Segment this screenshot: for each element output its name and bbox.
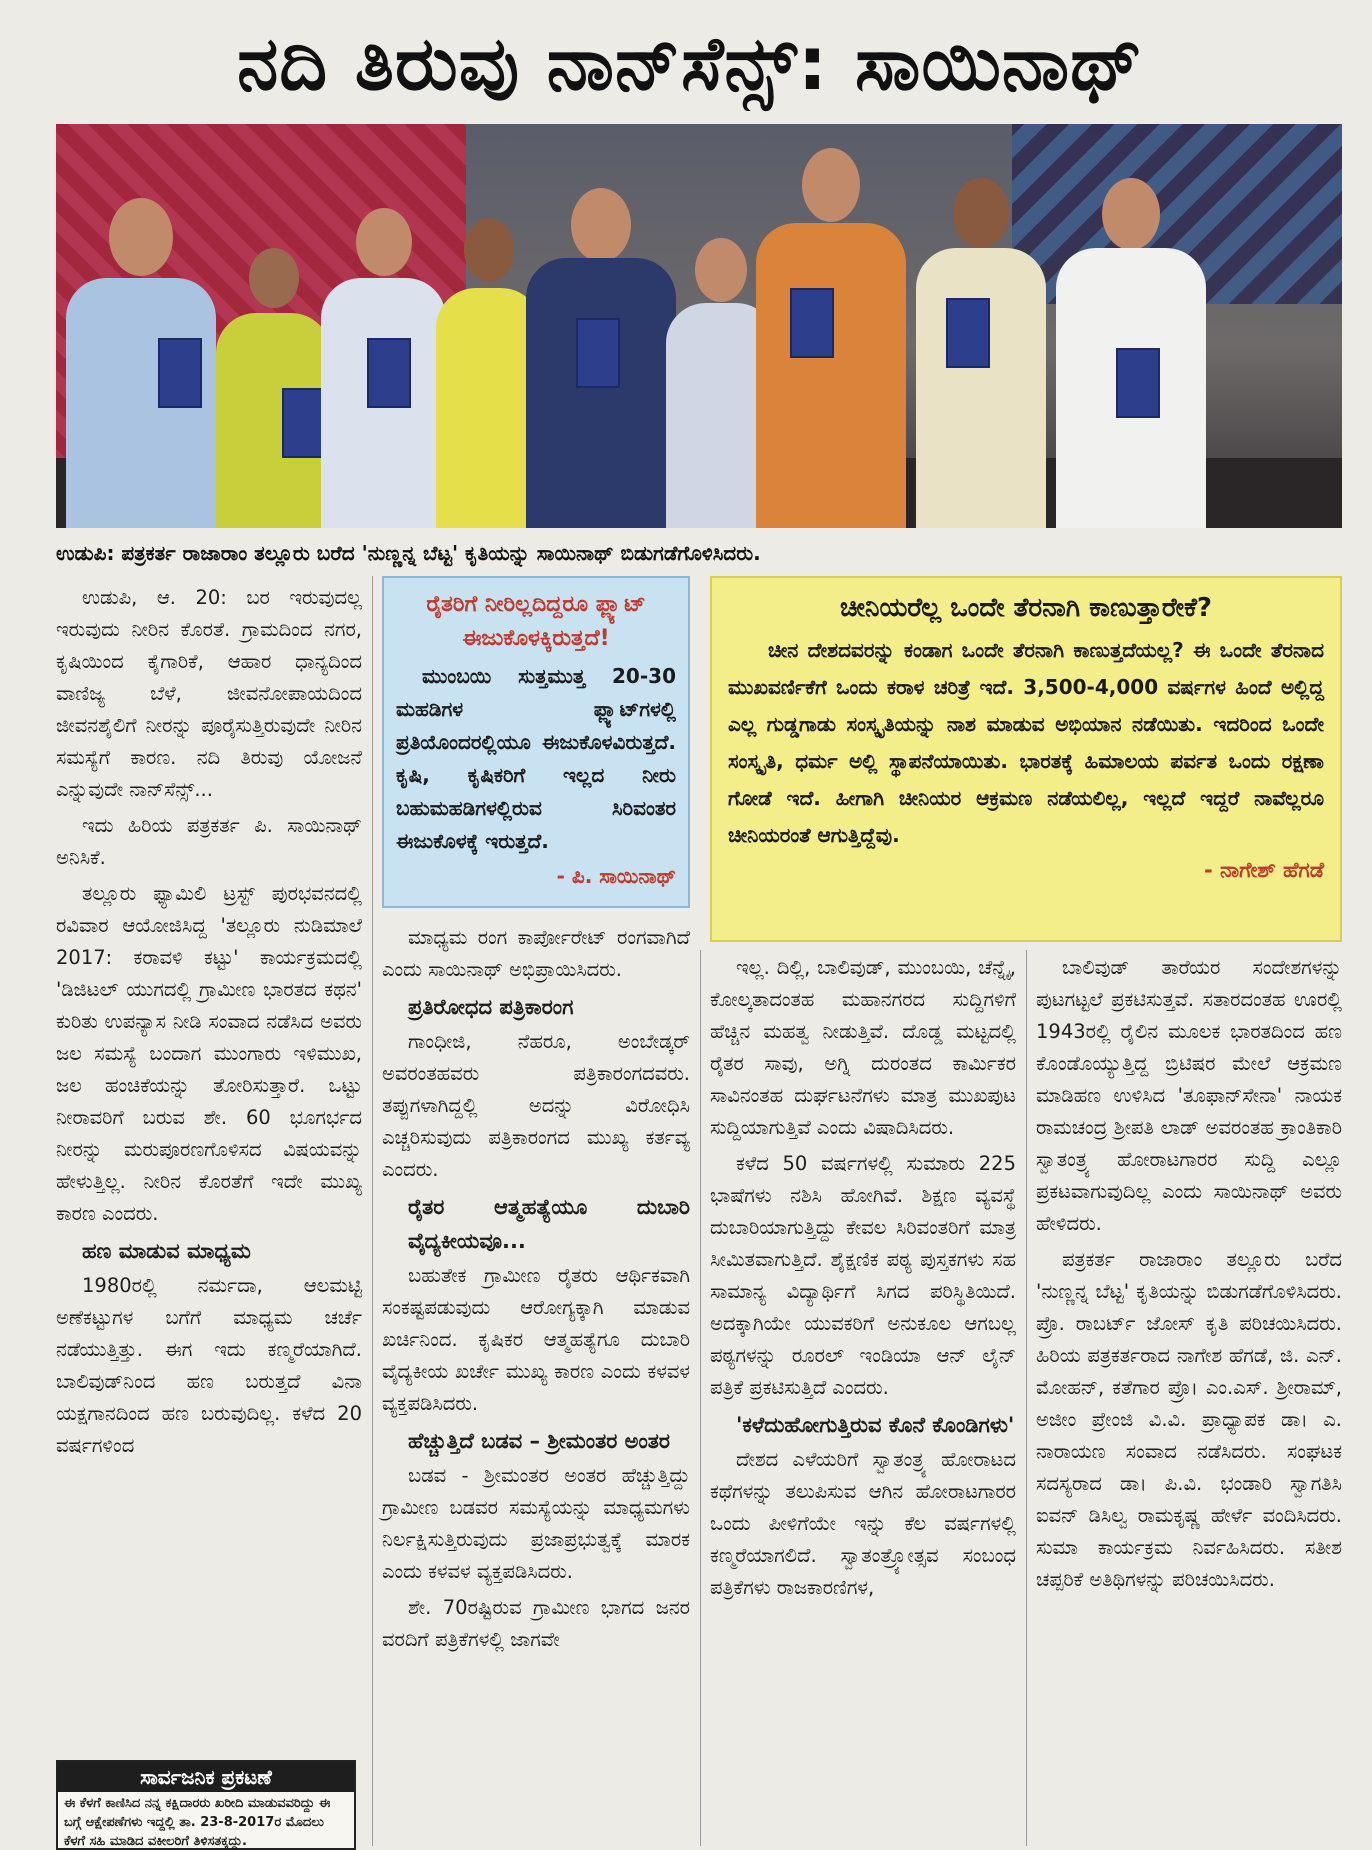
article-paragraph: ಬಡವ - ಶ್ರೀಮಂತರ ಅಂತರ ಹೆಚ್ಚುತ್ತಿದ್ದು ಗ್ರಾಮೀಣ ಬಡವರ ಸಮಸ್ಯೆಯನ್ನು ಮಾಧ್ಯಮಗಳು ನಿರ್ಲಕ್ಷಿಸುತ್ತಿರುವುದು ಪ್ರಜಾಪ್ರಭುತ್ವಕ್ಕೆ ಮಾರಕ ಎಂದು ಕಳವಳ ವ್ಯಕ್ತಪಡಿಸಿದರು.	[382, 1464, 690, 1583]
column-divider	[372, 576, 373, 1846]
sidebar-box-signature: - ಪಿ. ಸಾಯಿನಾಥ್	[556, 864, 676, 888]
column-divider	[700, 950, 701, 1846]
photo-person	[756, 148, 906, 528]
article-subheading: ಹೆಚ್ಚುತ್ತಿದೆ ಬಡವ – ಶ್ರೀಮಂತರ ಅಂತರ	[408, 1429, 671, 1453]
photo-person	[916, 178, 1046, 528]
article-paragraph: ತಲ್ಲೂರು ಫ್ಯಾಮಿಲಿ ಟ್ರಸ್ಟ್ ಪುರಭವನದಲ್ಲಿ ರವಿವಾರ ಆಯೋಜಿಸಿದ್ದ 'ತಲ್ಲೂರು ನುಡಿಮಾಲೆ 2017: ಕರಾವಳಿ ಕಟ್ಟು' ಕಾರ್ಯಕ್ರಮದಲ್ಲಿ 'ಡಿಜಿಟಲ್ ಯುಗದಲ್ಲಿ ಗ್ರಾಮೀಣ ಭಾರತದ ಕಥನ' ಕುರಿತು ಉಪನ್ಯಾಸ ನೀಡಿ ಸಂವಾದ ನಡೆಸಿದ ಅವರು ಜಲ ಸಮಸ್ಯೆ ಬಂದಾಗ ಮುಂಗಾರು ಇಳಿಮುಖ, ಜಲ ಹಂಚಿಕೆಯನ್ನು ತೋರಿಸುತ್ತಾರೆ. ಒಟ್ಟು ನೀರಾವರಿಗೆ ಬರುವ ಶೇ. 60 ಭೂಗರ್ಭದ ನೀರನ್ನು ಮರುಪೂರಣಗೊಳಿಸದ ವಿಷಯವನ್ನು ಹೇಳುತ್ತಿಲ್ಲ. ನೀರಿನ ಕೊರತೆಗೆ ಇದೇ ಮುಖ್ಯ ಕಾರಣ ಎಂದರು.	[56, 882, 362, 1225]
article-column-1	[56, 582, 362, 1750]
public-notice-title: ಸಾರ್ವಜನಿಕ ಪ್ರಕಟಣೆ	[58, 1762, 354, 1792]
article-paragraph: ಬಾಲಿವುಡ್ ತಾರೆಯರ ಸಂದೇಶಗಳನ್ನು ಪುಟಗಟ್ಟಲೆ ಪ್ರಕಟಿಸುತ್ತವೆ. ಸತಾರದಂತಹ ಊರಲ್ಲಿ 1943ರಲ್ಲಿ ರೈಲಿನ ಮೂಲಕ ಭಾರತದಿಂದ ಹಣ ಕೊಂಡೊಯ್ಯುತ್ತಿದ್ದ ಬ್ರಿಟಿಷರ ಮೇಲೆ ಆಕ್ರಮಣ ಮಾಡಿಹಣ ಉಳಿಸಿದ 'ತೂಫಾನ್‌ಸೇನಾ' ನಾಯಕ ರಾಮಚಂದ್ರ ಶ್ರೀಪತಿ ಲಾಡ್ ಅವರಂತಹ ಕ್ರಾಂತಿಕಾರಿ ಸ್ವಾತಂತ್ರ್ಯ ಹೋರಾಟಗಾರರ ಸುದ್ದಿ ಎಲ್ಲೂ ಪ್ರಕಟವಾಗುವುದಿಲ್ಲ ಎಂದು ಸಾಯಿನಾಥ್ ಅವರು ಹೇಳಿದರು.	[1036, 956, 1342, 1235]
article-paragraph: ಪತ್ರಕರ್ತ ರಾಜಾರಾಂ ತಲ್ಲೂರು ಬರೆದ 'ನುಣ್ಣನ್ನ ಬೆಟ್ಟ' ಕೃತಿಯನ್ನು ಬಿಡುಗಡೆಗೊಳಿಸಿದರು. ಪ್ರೊ. ರಾಬರ್ಟ್ ಜೋಸ್ ಕೃತಿ ಪರಿಚಯಿಸಿದರು. ಹಿರಿಯ ಪತ್ರಕರ್ತರಾದ ನಾಗೇಶ ಹೆಗಡೆ, ಜಿ. ಎನ್. ಮೋಹನ್, ಕತೆಗಾರ ಪ್ರೊ। ಎಂ.ಎಸ್. ಶ್ರೀರಾಮ್, ಅಜೀಂ ಪ್ರೇಂಜಿ ವಿ.ವಿ. ಪ್ರಾಧ್ಯಾಪಕ ಡಾ। ಎ. ನಾರಾಯಣ ಸಂವಾದ ನಡೆಸಿದರು. ಸಂಘಟಕ ಸದಸ್ಯರಾದ ಡಾ। ಪಿ.ವಿ. ಭಂಡಾರಿ ಸ್ವಾಗತಿಸಿ ಐವನ್ ಡಿಸಿಲ್ವ ರಾಮಕೃಷ್ಣ ಹೇರ್ಳೆ ವಂದಿಸಿದರು. ಸುಮಾ ಕಾರ್ಯಕ್ರಮ ನಿರ್ವಹಿಸಿದರು. ಸತೀಶ ಚಪ್ಪರಿಕೆ ಅತಿಥಿಗಳನ್ನು ಪರಿಚಯಿಸಿದರು.	[1036, 1248, 1342, 1591]
event-photo	[56, 124, 1342, 528]
article-paragraph: ಗಾಂಧೀಜಿ, ನೆಹರೂ, ಅಂಬೇಡ್ಕರ್ ಅವರಂತಹವರು ಪತ್ರಿಕಾರಂಗದವರು. ತಪ್ಪುಗಳಾಗಿದ್ದಲ್ಲಿ ಅದನ್ನು ವಿರೋಧಿಸಿ ಎಚ್ಚರಿಸುವುದು ಪತ್ರಿಕಾರಂಗದ ಮುಖ್ಯ ಕರ್ತವ್ಯ ಎಂದರು.	[382, 1030, 690, 1181]
public-notice	[56, 1760, 356, 1850]
photo-person	[1056, 178, 1206, 528]
article-paragraph: ಇದು ಹಿರಿಯ ಪತ್ರಕರ್ತ ಪಿ. ಸಾಯಿನಾಥ್ ಅನಿಸಿಕೆ.	[56, 814, 362, 869]
article-column-3	[710, 952, 1016, 1840]
article-paragraph: ಮಾಧ್ಯಮ ರಂಗ ಕಾರ್ಪೋರೇಟ್ ರಂಗವಾಗಿದೆ ಎಂದು ಸಾಯಿನಾಥ್ ಅಭಿಪ್ರಾಯಿಸಿದರು.	[382, 926, 690, 981]
article-paragraph: 1980ರಲ್ಲಿ ನರ್ಮದಾ, ಆಲಮಟ್ಟಿ ಅಣೆಕಟ್ಟುಗಳ ಬಗೆಗೆ ಮಾಧ್ಯಮ ಚರ್ಚೆ ನಡೆಯುತ್ತಿತ್ತು. ಈಗ ಇದು ಕಣ್ಮರೆಯಾಗಿದೆ. ಬಾಲಿವುಡ್‌ನಿಂದ ಹಣ ಬರುತ್ತದೆ ವಿನಾ ಯಕ್ಷಗಾನದಿಂದ ಹಣ ಬರುವುದಿಲ್ಲ. ಕಳೆದ 20 ವರ್ಷಗಳಿಂದ	[56, 1274, 362, 1457]
photo-person	[321, 208, 446, 528]
photo-person	[66, 198, 216, 528]
article-paragraph: ಬಹುತೇಕ ಗ್ರಾಮೀಣ ರೈತರು ಆರ್ಥಿಕವಾಗಿ ಸಂಕಷ್ಟಪಡುವುದು ಆರೋಗ್ಯಕ್ಕಾಗಿ ಮಾಡುವ ಖರ್ಚಿನಿಂದ. ಕೃಷಿಕರ ಆತ್ಮಹತ್ಯೆಗೂ ದುಬಾರಿ ವೈದ್ಯಕೀಯ ಖರ್ಚೇ ಮುಖ್ಯ ಕಾರಣ ಎಂದು ಕಳವಳ ವ್ಯಕ್ತಪಡಿಸಿದರು.	[382, 1264, 690, 1415]
sidebar-box-sainath	[382, 576, 690, 908]
sidebar-box-hegde	[710, 576, 1342, 942]
sidebar-box-body: ಚೀನ ದೇಶದವರನ್ನು ಕಂಡಾಗ ಒಂದೇ ತೆರನಾಗಿ ಕಾಣುತ್ತದೆಯಲ್ಲ? ಈ ಒಂದೇ ತೆರನಾದ ಮುಖವರ್ಣಿಕೆಗೆ ಒಂದು ಕರಾಳ ಚರಿತ್ರೆ ಇದೆ. 3,500-4,000 ವರ್ಷಗಳ ಹಿಂದೆ ಅಲ್ಲಿದ್ದ ಎಲ್ಲ ಗುಡ್ಡಗಾಡು ಸಂಸ್ಕೃತಿಯನ್ನು ನಾಶ ಮಾಡುವ ಅಭಿಯಾನ ನಡೆಯಿತು. ಇದರಿಂದ ಒಂದೇ ಸಂಸ್ಕೃತಿ, ಧರ್ಮ ಅಲ್ಲಿ ಸ್ಥಾಪನೆಯಾಯಿತು. ಭಾರತಕ್ಕೆ ಹಿಮಾಲಯ ಪರ್ವತ ಒಂದು ರಕ್ಷಣಾ ಗೋಡೆ ಇದೆ. ಹೀಗಾಗಿ ಚೀನಿಯರ ಆಕ್ರಮಣ ನಡೆಯಲಿಲ್ಲ, ಇಲ್ಲದೆ ಇದ್ದರೆ ನಾವೆಲ್ಲರೂ ಚೀನಿಯರಂತೆ ಆಗುತ್ತಿದ್ದೆವು.	[728, 638, 1324, 847]
article-subheading: ರೈತರ ಆತ್ಮಹತ್ಯೆಯೂ ದುಬಾರಿ ವೈದ್ಯಕೀಯವೂ...	[408, 1195, 690, 1253]
article-paragraph: ದೇಶದ ಎಳೆಯರಿಗೆ ಸ್ವಾತಂತ್ರ್ಯ ಹೋರಾಟದ ಕಥೆಗಳನ್ನು ತಲುಪಿಸುವ ಆಗಿನ ಹೋರಾಟಗಾರರ ಒಂದು ಪೀಳಿಗೆಯೇ ಇನ್ನು ಕೆಲ ವರ್ಷಗಳಲ್ಲಿ ಕಣ್ಮರೆಯಾಗಲಿದೆ. ಸ್ವಾತಂತ್ರ್ಯೋತ್ಸವ ಸಂಬಂಧ ಪತ್ರಿಕೆಗಳು ರಾಜಕಾರಣಿಗಳ,	[710, 1448, 1016, 1599]
article-subheading: ಪ್ರತಿರೋಧದ ಪತ್ರಿಕಾರಂಗ	[408, 995, 574, 1019]
headline: ನದಿ ತಿರುವು ನಾನ್‌ಸೆನ್ಸ್: ಸಾಯಿನಾಥ್	[237, 21, 1143, 107]
column-divider	[1026, 950, 1027, 1846]
sidebar-box-title: ರೈತರಿಗೆ ನೀರಿಲ್ಲದಿದ್ದರೂ ಫ್ಲ್ಯಾಟ್ ಈಜುಕೊಳಕ್ಕಿರುತ್ತದೆ!	[426, 592, 646, 651]
article-paragraph: ಶೇ. 70ರಷ್ಟಿರುವ ಗ್ರಾಮೀಣ ಭಾಗದ ಜನರ ವರದಿಗೆ ಪತ್ರಿಕೆಗಳಲ್ಲಿ ಜಾಗವೇ	[382, 1596, 690, 1651]
article-column-2	[382, 922, 690, 1840]
photo-person	[216, 248, 331, 528]
article-column-4	[1036, 952, 1342, 1840]
article-paragraph: ಇಲ್ಲ. ದಿಲ್ಲಿ, ಬಾಲಿವುಡ್, ಮುಂಬಯಿ, ಚೆನ್ನೈ, ಕೋಲ್ಕತಾದಂತಹ ಮಹಾನಗರದ ಸುದ್ದಿಗಳಿಗೆ ಹೆಚ್ಚಿನ ಮಹತ್ವ ನೀಡುತ್ತಿವೆ. ದೊಡ್ಡ ಮಟ್ಟದಲ್ಲಿ ರೈತರ ಸಾವು, ಅಗ್ನಿ ದುರಂತದ ಕಾರ್ಮಿಕರ ಸಾವಿನಂತಹ ದುರ್ಘಟನೆಗಳು ಮಾತ್ರ ಮುಖಪುಟ ಸುದ್ದಿಯಾಗುತ್ತಿವೆ ಎಂದು ವಿಷಾದಿಸಿದರು.	[710, 956, 1016, 1139]
article-subheading: ಹಣ ಮಾಡುವ ಮಾಧ್ಯಮ	[82, 1239, 251, 1263]
article-paragraph: ಕಳೆದ 50 ವರ್ಷಗಳಲ್ಲಿ ಸುಮಾರು 225 ಭಾಷೆಗಳು ನಶಿಸಿ ಹೋಗಿವೆ. ಶಿಕ್ಷಣ ವ್ಯವಸ್ಥೆ ದುಬಾರಿಯಾಗುತ್ತಿದ್ದು ಕೇವಲ ಸಿರಿವಂತರಿಗೆ ಮಾತ್ರ ಸೀಮಿತವಾಗುತ್ತಿದೆ. ಶೈಕ್ಷಣಿಕ ಪಠ್ಯ ಪುಸ್ತಕಗಳು ಸಹ ಸಾಮಾನ್ಯ ವಿದ್ಯಾರ್ಥಿಗೆ ಸಿಗದ ಪರಿಸ್ಥಿತಿಯಿದೆ. ಅದಕ್ಕಾಗಿಯೇ ಯುವಕರಿಗೆ ಅನುಕೂಲ ಆಗಬಲ್ಲ ಪಠ್ಯಗಳನ್ನು ರೂರಲ್ ಇಂಡಿಯಾ ಆನ್ ಲೈನ್ ಪತ್ರಿಕೆ ಪ್ರಕಟಿಸುತ್ತಿದೆ ಎಂದರು.	[710, 1152, 1016, 1399]
sidebar-box-body: ಮುಂಬಯಿ ಸುತ್ತಮುತ್ತ 20-30 ಮಹಡಿಗಳ ಫ್ಲ್ಯಾಟ್‌ಗಳಲ್ಲಿ ಪ್ರತಿಯೊಂದರಲ್ಲಿಯೂ ಈಜುಕೊಳವಿರುತ್ತದೆ. ಕೃಷಿ, ಕೃಷಿಕರಿಗೆ ಇಲ್ಲದ ನೀರು ಬಹುಮಹಡಿಗಳಲ್ಲಿರುವ ಸಿರಿವಂತರ ಈಜುಕೊಳಕ್ಕೆ ಇರುತ್ತದೆ.	[396, 664, 676, 853]
photo-caption: ಉಡುಪಿ: ಪತ್ರಕರ್ತ ರಾಜಾರಾಂ ತಲ್ಲೂರು ಬರೆದ 'ನುಣ್ಣನ್ನ ಬೆಟ್ಟ' ಕೃತಿಯನ್ನು ಸಾಯಿನಾಥ್ ಬಿಡುಗಡೆಗೊಳಿಸಿದರು.	[56, 541, 761, 565]
article-subheading: 'ಕಳೆದುಹೋಗುತ್ತಿರುವ ಕೊನೆ ಕೊಂಡಿಗಳು'	[736, 1413, 1015, 1437]
article-paragraph: ಉಡುಪಿ, ಆ. 20: ಬರ ಇರುವುದಲ್ಲ ಇರುವುದು ನೀರಿನ ಕೊರತೆ. ಗ್ರಾಮದಿಂದ ನಗರ, ಕೃಷಿಯಿಂದ ಕೈಗಾರಿಕೆ, ಆಹಾರ ಧಾನ್ಯದಿಂದ ವಾಣಿಜ್ಯ ಬೆಳೆ, ಜೀವನೋಪಾಯದಿಂದ ಜೀವನಶೈಲಿಗೆ ನೀರನ್ನು ಪೂರೈಸುತ್ತಿರುವುದೇ ನೀರಿನ ಸಮಸ್ಯೆಗೆ ಕಾರಣ. ನದಿ ತಿರುವು ಯೋಜನೆ ಎನ್ನುವುದೇ ನಾನ್‌ಸೆನ್ಸ್...	[56, 586, 362, 801]
sidebar-box-title: ಚೀನಿಯರೆಲ್ಲ ಒಂದೇ ತೆರನಾಗಿ ಕಾಣುತ್ತಾರೇಕೆ?	[840, 593, 1212, 623]
public-notice-body: ಈ ಕೆಳಗೆ ಕಾಣಿಸಿದ ನನ್ನ ಕಕ್ಷಿದಾರರು ಖರೀದಿ ಮಾಡುವವರಿದ್ದು ಈ ಬಗ್ಗೆ ಆಕ್ಷೇಪಣೆಗಳು ಇದ್ದಲ್ಲಿ ತಾ. 23-8-2017ರ ಮೊದಲು ಕೆಳಗೆ ಸಹಿ ಮಾಡಿದ ವಕೀಲರಿಗೆ ತಿಳಿಸತಕ್ಕದ್ದು.	[64, 1796, 331, 1849]
sidebar-box-signature: - ನಾಗೇಶ್ ಹೆಗಡೆ	[1204, 858, 1324, 882]
photo-person	[526, 188, 676, 528]
